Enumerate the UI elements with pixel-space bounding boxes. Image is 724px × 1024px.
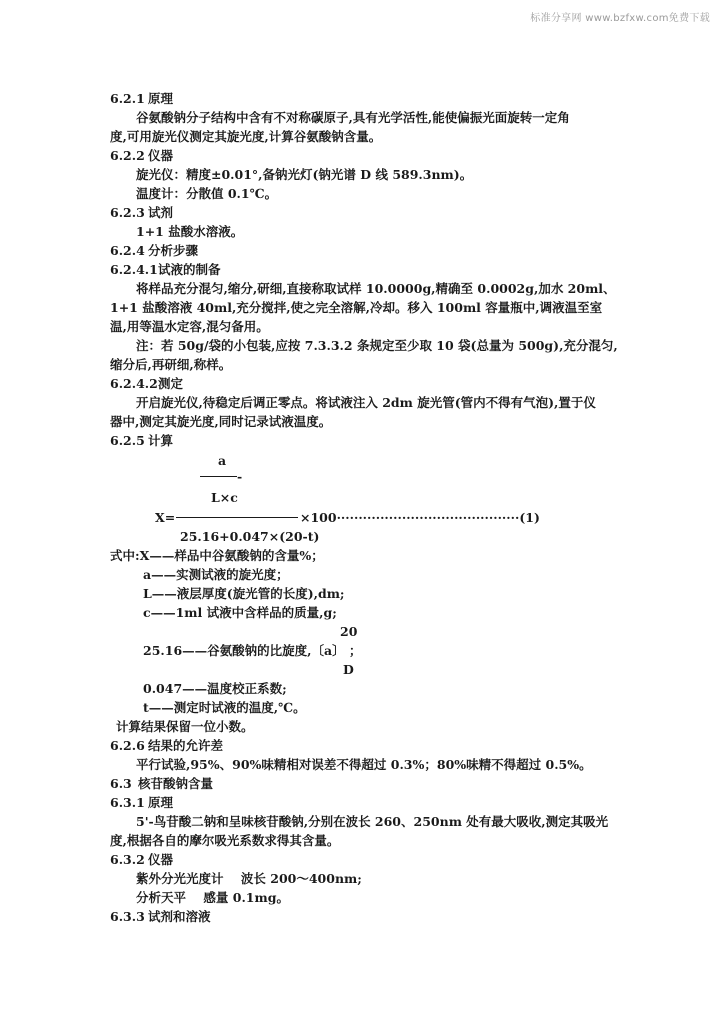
section-title: 测定 [158, 376, 184, 391]
paragraph-line: 开启旋光仪,待稳定后调正零点。将试液注入 2dm 旋光管(管内不得有气泡),置于仪 [136, 395, 596, 410]
paragraph-line: 度,根据各自的摩尔吸光系数求得其含量。 [110, 833, 340, 848]
section-heading-6-2-4-2 [110, 374, 183, 393]
paragraph-line: 5'-鸟苷酸二钠和呈味核苷酸钠,分别在波长 260、250nm 处有最大吸收,测定其吸光 [136, 814, 609, 829]
section-heading-6-2-4-1 [110, 260, 221, 279]
specific-rotation-subscript: D [343, 662, 354, 677]
paragraph-line: 平行试验,95%、90%味精相对误差不得超过 0.3%；80%味精不得超过 0.5%。 [136, 757, 592, 772]
paragraph-line: 计算结果保留一位小数。 [116, 719, 254, 734]
section-number: 6.2.3 [110, 205, 145, 220]
section-heading-6-3-2 [110, 850, 173, 869]
formula-inner-denominator: L×c [211, 490, 238, 505]
section-title: 结果的允许差 [148, 738, 224, 753]
paragraph-line: 1+1 盐酸水溶液。 [136, 224, 244, 239]
where-line: L——液层厚度(旋光管的长度),dm; [143, 586, 345, 601]
where-line: 25.16——谷氨酸钠的比旋度,〔a〕 ； [143, 643, 362, 658]
section-title: 核苷酸钠含量 [138, 776, 214, 791]
paragraph-line: 谷氨酸钠分子结构中含有不对称碳原子,具有光学活性,能使偏振光面旋转一定角 [136, 110, 570, 125]
paragraph-line: 分析天平 感量 0.1mg。 [136, 890, 289, 905]
specific-rotation-superscript: 20 [340, 624, 358, 639]
section-title: 原理 [148, 795, 174, 810]
section-number: 6.3.3 [110, 909, 145, 924]
section-number: 6.3.1 [110, 795, 145, 810]
formula-x-equals: X= [155, 510, 176, 525]
formula-inner-fraction-bar [200, 476, 237, 477]
paragraph-line: 温,用等温水定容,混匀备用。 [110, 319, 269, 334]
section-number: 6.2.4.1 [110, 262, 158, 277]
formula-multiplier: ×100··········································(1) [300, 510, 540, 525]
formula-denominator: 25.16+0.047×(20-t) [180, 529, 320, 544]
section-title: 原理 [148, 91, 174, 106]
section-title: 仪器 [148, 852, 174, 867]
section-title: 分析步骤 [148, 243, 199, 258]
section-heading-6-3 [110, 774, 213, 793]
note-line: 注：若 50g/袋的小包装,应按 7.3.3.2 条规定至少取 10 袋(总量为 500g),充分混匀, [136, 338, 618, 353]
section-number: 6.2.1 [110, 91, 145, 106]
section-number: 6.2.4 [110, 243, 145, 258]
section-heading-6-2-5 [110, 431, 173, 450]
section-number: 6.2.4.2 [110, 376, 158, 391]
section-heading-6-2-2 [110, 146, 173, 165]
formula-numerator-a: a [218, 453, 227, 468]
where-line: 式中:X——样品中谷氨酸钠的含量%； [110, 548, 324, 563]
section-number: 6.3 [110, 776, 132, 791]
section-number: 6.2.6 [110, 738, 145, 753]
paragraph-line: 紫外分光光度计 波长 200～400nm; [136, 871, 362, 886]
paragraph-line: 1+1 盐酸溶液 40ml,充分搅拌,使之完全溶解,冷却。移入 100ml 容量瓶中,调液温至室 [110, 300, 603, 315]
section-heading-6-2-6 [110, 736, 223, 755]
section-number: 6.3.2 [110, 852, 145, 867]
section-title: 试剂和溶液 [148, 909, 211, 924]
formula-main-fraction-bar [176, 517, 298, 518]
watermark: 标准分享网 www.bzfxw.com免费下载 [530, 13, 710, 24]
section-title: 试液的制备 [158, 262, 221, 277]
section-title: 仪器 [148, 148, 174, 163]
section-title: 试剂 [148, 205, 174, 220]
section-heading-6-2-4 [110, 241, 198, 260]
section-number: 6.2.2 [110, 148, 145, 163]
paragraph-line: 器中,测定其旋光度,同时记录试液温度。 [110, 414, 332, 429]
section-heading-6-2-3 [110, 203, 173, 222]
section-title: 计算 [148, 433, 174, 448]
formula-dash: - [237, 469, 243, 484]
note-line: 缩分后,再研细,称样。 [110, 357, 232, 372]
paragraph-line: 旋光仪：精度±0.01°,备钠光灯(钠光谱 D 线 589.3nm)。 [136, 167, 473, 182]
paragraph-line: 将样品充分混匀,缩分,研细,直接称取试样 10.0000g,精确至 0.0002g,加水 20ml、 [136, 281, 616, 296]
paragraph-line: 温度计：分散值 0.1℃。 [136, 186, 278, 201]
where-line: c——1ml 试液中含样品的质量,g; [143, 605, 337, 620]
paragraph-line: 度,可用旋光仪测定其旋光度,计算谷氨酸钠含量。 [110, 129, 382, 144]
where-line: 0.047——温度校正系数; [143, 681, 287, 696]
section-heading-6-3-1 [110, 793, 173, 812]
section-heading-6-2-1 [110, 89, 173, 108]
where-line: t——测定时试液的温度,℃。 [143, 700, 306, 715]
section-number: 6.2.5 [110, 433, 145, 448]
where-line: a——实测试液的旋光度； [143, 567, 289, 582]
section-heading-6-3-3 [110, 907, 211, 926]
